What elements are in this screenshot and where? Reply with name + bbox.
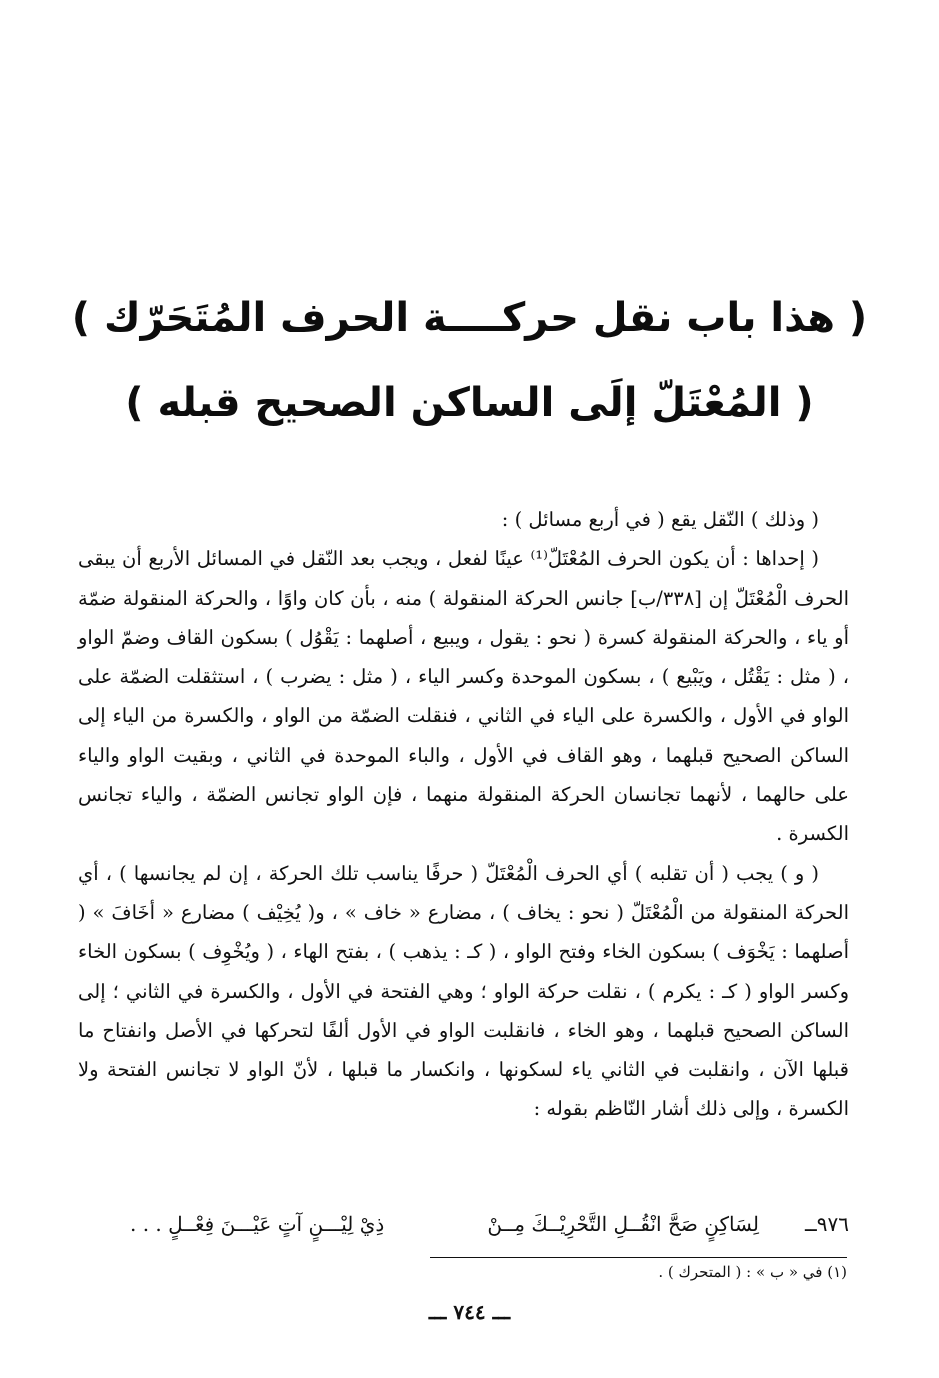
body-text <box>78 500 849 1129</box>
paragraph-2: ( إحداها : أن يكون الحرف المُعْتَلّ⁽¹⁾ عينًا لفعل ، ويجب بعد النّقل في المسائل الأربع أن يبقى الحرف الْمُعْتَلّ إن [٣٣٨/ب] جانس الحركة المنقولة ) منه ، بأن كان واوًا ، والحركة المنقولة ضمّة أو ياء ، والحركة المنقولة كسرة ( نحو : يقول ، ويبيع ، أصلهما : يَقْوُل ) بسكون القاف وضمّ الواو ، ( مثل : يَقْتُل ، ويَبْيع ) ، بسكون الموحدة وكسر الياء ، ( مثل : يضرب ) ، استثقلت الضمّة على الواو في الأول ، والكسرة على الياء في الثاني ، فنقلت الضمّة من الواو ، والكسرة من الياء إلى الساكن الصحيح قبلهما ، وهو القاف في الأول ، والباء الموحدة في الثاني ، وبقيت الواو والياء على حالهما ، لأنهما تجانسان الحركة المنقولة منهما ، فإن الواو تجانس الضمّة ، والياء تجانس الكسرة . <box>78 547 849 846</box>
page-number: ـــ ٧٤٤ ـــ <box>428 1300 511 1324</box>
footnote-divider <box>430 1257 847 1258</box>
footnote: (١) في « ب » : ( المتحرك ) . <box>658 1263 847 1281</box>
verse-hemistich-2: ذِيْ لِيْـــنٍ آتٍ عَيْـــنَ فِعْــلٍ . . . <box>130 1212 385 1236</box>
paragraph-3: ( و ) يجب ( أن تقلبه ) أي الحرف الْمُعْتَلّ ( حرفًا يناسب تلك الحركة ، إن لم يجانسها ) ، أي الحركة المنقولة من الْمُعْتَلّ ( نحو : يخاف ) ، مضارع « خاف » ، و( يُخِيْف ) مضارع « أخَافَ » ( أصلهما : يَخْوَف ) بسكون الخاء وفتح الواو ، ( كـ : يذهب ) ، بفتح الهاء ، ( ويُخْوِف ) بسكون الخاء وكسر الواو ( كـ : يكرم ) ، نقلت حركة الواو ؛ وهي الفتحة في الأول ، والكسرة في الثاني ؛ إلى الساكن الصحيح قبلهما ، وهو الخاء ، فانقلبت الواو في الأول ألفًا لتحركها في الأصل وانفتاح ما قبلها الآن ، وانقلبت في الثاني ياء لسكونها ، وانكسار ما قبلها ، لأنّ الواو لا تجانس الفتحة ولا الكسرة ، وإلى ذلك أشار النّاظم بقوله : <box>78 861 849 1121</box>
chapter-title-line-2: ( المُعْتَلّ إلَى الساكن الصحيح قبله ) <box>125 380 814 426</box>
chapter-title-line-1: ( هذا باب نقل حركــــة الحرف المُتَحَرّك ) <box>71 295 868 341</box>
verse-number: ٩٧٦ــ <box>805 1212 849 1236</box>
paragraph-1: ( وذلك ) النّقل يقع ( في أربع مسائل ) : <box>501 508 819 531</box>
verse-line <box>130 1204 849 1244</box>
verse-hemistich-1: لِسَاكِنٍ صَحَّ انْقُــلِ التَّحْرِيْــكَ مِــنْ <box>487 1212 759 1236</box>
